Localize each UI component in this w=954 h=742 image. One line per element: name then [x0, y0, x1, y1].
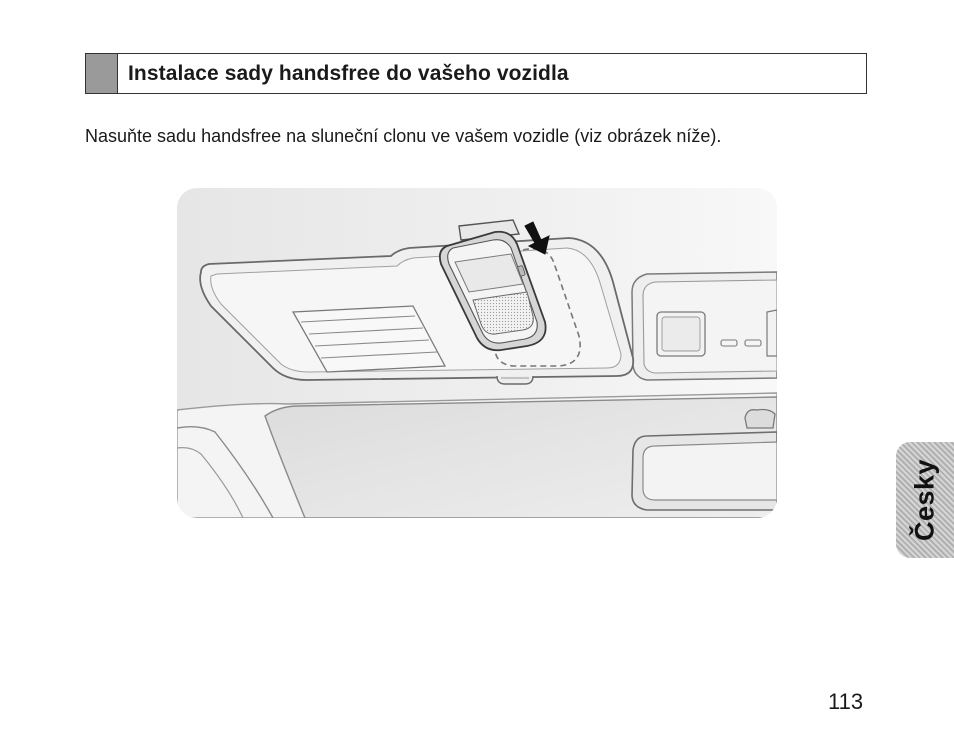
overhead-console [632, 272, 777, 380]
language-tab-label: Česky [909, 458, 940, 542]
section-header [85, 53, 867, 94]
instruction-text: Nasuňte sadu handsfree na sluneční clonu ve vašem vozidle (viz obrázek níže). [85, 126, 722, 146]
section-marker [86, 54, 118, 93]
section-title: Instalace sady handsfree do vašeho vozidla [128, 61, 569, 85]
page-number: 113 [828, 689, 864, 714]
car-visor-illustration [177, 188, 777, 518]
language-tab [896, 442, 954, 558]
